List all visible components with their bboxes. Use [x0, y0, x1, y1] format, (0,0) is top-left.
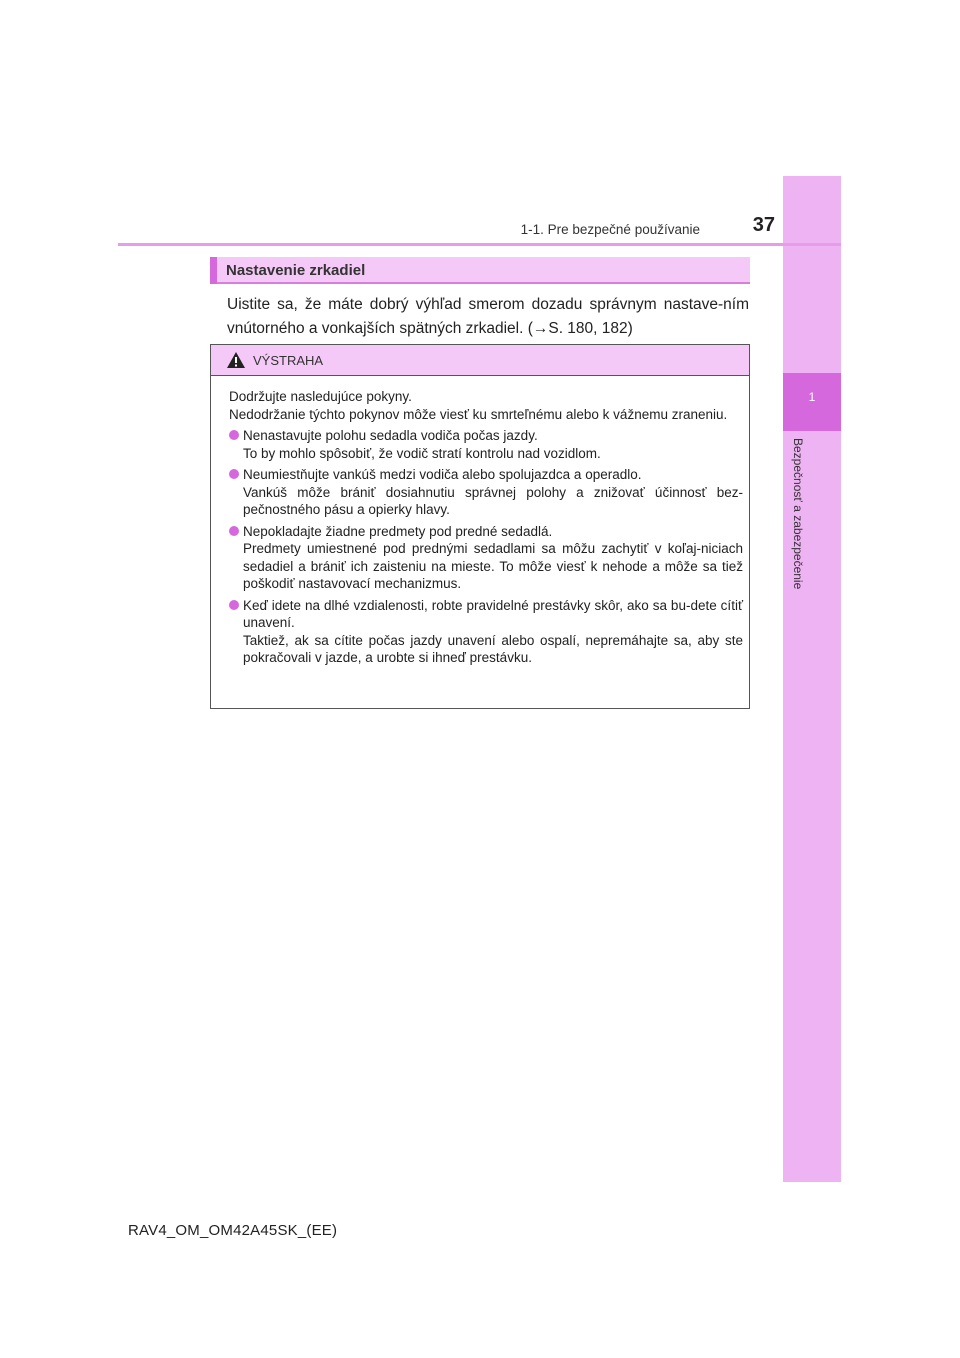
warning-item [229, 597, 743, 667]
section-title-accent [210, 257, 217, 284]
bullet-icon [229, 430, 239, 440]
page-number: 37 [752, 214, 775, 236]
warning-body [229, 388, 743, 667]
warning-item-head: Nenastavujte polohu sedadla vodiča počas jazdy. [243, 428, 538, 443]
warning-intro-line1: Dodržujte nasledujúce pokyny. [229, 389, 412, 404]
bullet-icon [229, 600, 239, 610]
chapter-side-tab [783, 176, 841, 1182]
bullet-icon [229, 469, 239, 479]
header-section-title: 1-1. Pre bezpečné používanie [520, 222, 700, 237]
warning-item [229, 427, 743, 462]
warning-header [211, 345, 749, 376]
warning-item-desc: Taktiež, ak sa cítite počas jazdy unavení alebo ospalí, nepremáhajte sa, aby ste pokračovali v jazde, a urobte si ihneď prestávku. [243, 632, 743, 665]
warning-item-head: Neumiestňujte vankúš medzi vodiča alebo spolujazdca a operadlo. [243, 467, 642, 482]
warning-item-desc: Predmety umiestnené pod prednými sedadlami sa môžu zachytiť v koľaj-niciach sedadiel a brániť ich zaisteniu na mieste. To môže viesť k nehode a môže sa tiež poškodiť nastavovací mechanizmus. [243, 541, 743, 591]
chapter-number: 1 [808, 390, 816, 404]
warning-item-head: Keď idete na dlhé vzdialenosti, robte pravidelné prestávky skôr, ako sa bu-dete cítiť unavení. [243, 597, 743, 630]
section-title: Nastavenie zrkadiel [226, 262, 366, 279]
warning-box [210, 344, 750, 709]
document-code: RAV4_OM_OM42A45SK_(EE) [128, 1222, 338, 1239]
warning-intro-line2: Nedodržanie týchto pokynov môže viesť ku smrteľnému alebo k vážnemu zraneniu. [229, 406, 728, 422]
warning-item-head: Nepokladajte žiadne predmety pod predné sedadlá. [243, 523, 553, 539]
warning-item [229, 466, 743, 519]
header-divider [118, 243, 841, 246]
section-intro: Uistite sa, že máte dobrý výhľad smerom dozadu správnym nastave-ním vnútorného a vonkajších spätných zrkadiel. (→S. 180, 182) [227, 296, 749, 337]
warning-triangle-icon [226, 351, 246, 369]
warning-item [229, 523, 743, 593]
chapter-label: Bezpečnosť a zabezpečenie [791, 438, 805, 590]
warning-item-desc: Vankúš môže brániť dosiahnutiu správnej polohy a znižovať účinnosť bez-pečnostného pásu a opierky hlavy. [243, 484, 743, 517]
warning-item-desc: To by mohlo spôsobiť, že vodič stratí kontrolu nad vozidlom. [243, 445, 601, 461]
warning-title: VÝSTRAHA [253, 353, 324, 368]
bullet-icon [229, 526, 239, 536]
